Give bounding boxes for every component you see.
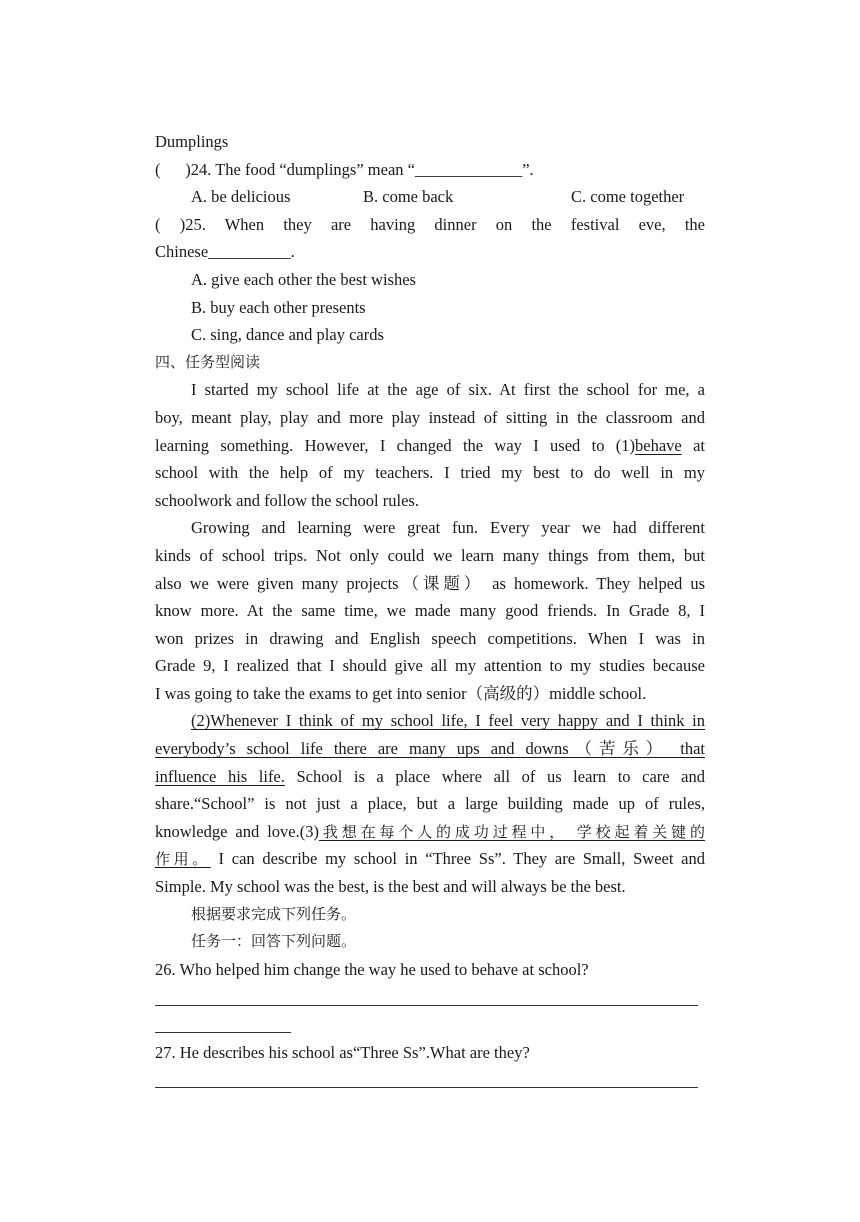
passage-line: knowledge and love.(3)我想在每个人的成功过程中， 学校起着关键的	[155, 821, 705, 841]
passage-line-underlined: everybody’s school life there are many ups and downs（苦乐） that	[155, 739, 705, 759]
task-intro: 根据要求完成下列任务。	[191, 904, 357, 923]
passage-line: know more. At the same time, we made many good friends. In Grade 8, I	[155, 601, 705, 621]
answer-line-27[interactable]	[155, 1067, 698, 1088]
question-27: 27. He describes his school as“Three Ss”.What are they?	[155, 1043, 530, 1063]
q24-option-c: C. come together	[571, 187, 685, 207]
passage-line: learning something. However, I changed the way I used to (1)behave at	[155, 435, 705, 455]
passage-line: school with the help of my teachers. I tried my best to do well in my	[155, 463, 705, 483]
passage-line: kinds of school trips. Not only could we learn many things from them, but	[155, 545, 705, 565]
q25-line1: ( )25. When they are having dinner on the festival eve, the	[155, 214, 705, 234]
passage-line: Grade 9, I realized that I should give all my attention to my studies because	[155, 656, 705, 676]
passage-line: 作用。 I can describe my school in “Three Ss”. They are Small, Sweet and	[155, 849, 705, 869]
underlined-chinese: 我想在每个人的成功过程中， 学校起着关键的	[318, 822, 705, 841]
answer-line-26a[interactable]	[155, 983, 698, 1006]
section-title-task-reading: 四、任务型阅读	[155, 352, 261, 371]
passage-line: Growing and learning were great fun. Every year we had different	[191, 518, 705, 538]
q25-line2: Chinese__________.	[155, 242, 295, 262]
passage-line: won prizes in drawing and English speech competitions. When I was in	[155, 628, 705, 648]
question-24	[155, 156, 705, 184]
passage-line: share.“School” is not just a place, but a large building made up of rules,	[155, 794, 705, 814]
marker-1: (1)	[615, 435, 636, 455]
question-26: 26. Who helped him change the way he used to behave at school?	[155, 959, 589, 979]
passage-line-underlined: (2)Whenever I think of my school life, I feel very happy and I think in	[191, 711, 705, 731]
document-page	[155, 128, 705, 1088]
q25-option-c: C. sing, dance and play cards	[191, 325, 384, 345]
q25-option-b: B. buy each other presents	[191, 297, 366, 317]
underlined-behave: behave	[635, 435, 682, 455]
passage-line: I started my school life at the age of six. At first the school for me, a	[191, 380, 705, 400]
task-one-title: 任务一：回答下列问题。	[191, 932, 357, 951]
q24-option-a: A. be delicious	[191, 187, 291, 207]
q24-option-b: B. come back	[363, 187, 454, 207]
passage-line: boy, meant play, play and more play instead of sitting in the classroom and	[155, 407, 705, 427]
q24-options	[155, 183, 705, 211]
passage-line: influence his life. School is a place where all of us learn to care and	[155, 766, 705, 786]
passage-line: I was going to take the exams to get into senior（高级的）middle school.	[155, 683, 647, 703]
q24-text: ( )24. The food “dumplings” mean “_____________”.	[155, 159, 534, 179]
passage-line: also we were given many projects（课题） as homework. They helped us	[155, 573, 705, 593]
passage-line: schoolwork and follow the school rules.	[155, 490, 419, 510]
passage-line: Simple. My school was the best, is the best and will always be the best.	[155, 877, 626, 897]
header-dumplings: Dumplings	[155, 132, 229, 151]
answer-line-26b[interactable]	[155, 1006, 291, 1033]
q25-option-a: A. give each other the best wishes	[191, 269, 416, 289]
